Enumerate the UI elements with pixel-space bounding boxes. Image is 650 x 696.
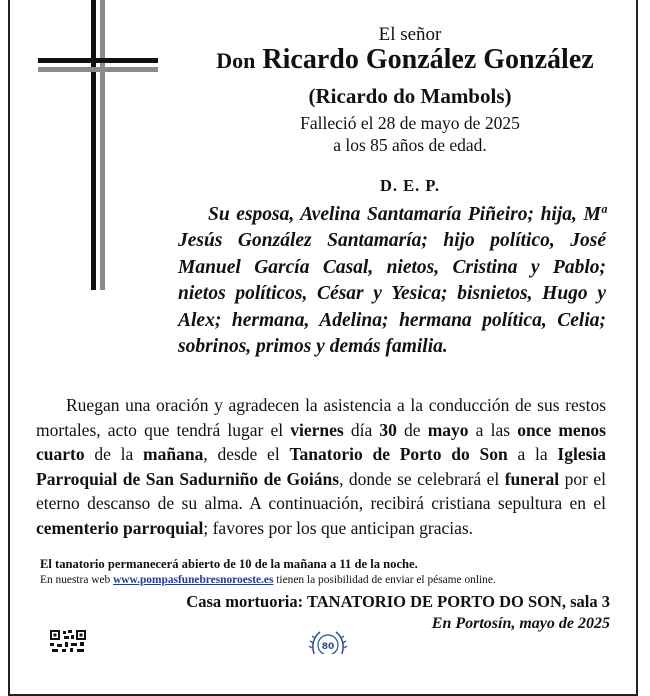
rip-text: D. E. P.: [379, 176, 441, 195]
text-span: , donde se celebrará el: [339, 468, 505, 489]
time: once menos cuarto: [36, 419, 606, 465]
ceremony: funeral: [504, 468, 560, 489]
text-span: a las: [468, 419, 518, 440]
family-list: Su esposa, Avelina Santamaría Piñeiro; hija, Mª Jesús González Santamaría; hijo político, José Manuel García Casal, nietos, Cristina y Pablo; nietos políticos, César y Yesica; bisnietos, Hugo y Alex; hermana, Adelina; hermana política, Celia; sobrinos, primos y demás familia.: [178, 204, 606, 358]
date-number: 30: [379, 419, 397, 440]
period: mañana: [143, 444, 204, 465]
place-date: En Portosín, mayo de 2025: [431, 615, 610, 632]
day: viernes: [290, 419, 344, 440]
anniversary-badge-icon: [300, 628, 356, 654]
death-info: [180, 112, 640, 156]
death-date: Falleció el 28 de mayo de 2025: [300, 113, 520, 133]
badge-number: 80: [321, 642, 335, 652]
text-span: , desde el: [203, 444, 290, 465]
web-suffix: tienen la posibilidad de enviar el pésame online.: [273, 574, 496, 586]
name-text: Ricardo González González: [262, 44, 594, 75]
mortuary-line: Casa mortuoria: TANATORIO DE PORTO DO SON, sala 3: [186, 592, 610, 611]
church: Iglesia Parroquial de San Sadurniño de Goiáns: [36, 444, 607, 489]
web-note: [40, 574, 620, 586]
qr-code-icon[interactable]: [50, 630, 86, 652]
cross-icon: [38, 0, 168, 290]
age-line: a los 85 años de edad.: [333, 135, 487, 155]
text-span: a la: [507, 444, 558, 465]
text-span: de: [396, 419, 428, 440]
honorific: El señor: [378, 24, 442, 45]
opening-hours: El tanatorio permanecerá abierto de 10 de la mañana a 11 de la noche.: [40, 557, 418, 571]
text-span: Ruegan una oración y agradecen la asistencia a la conducción de sus restos mortales, acto que tendrá lugar el: [36, 395, 606, 440]
from-place: Tanatorio de Porto do Son: [289, 444, 508, 465]
text-span: ; favores por los que anticipan gracias.: [203, 517, 474, 538]
text-span: de la: [84, 444, 144, 465]
month: mayo: [427, 419, 469, 440]
name-prefix: Don: [216, 48, 256, 73]
website-link[interactable]: www.pompasfunebresnoroeste.es: [113, 574, 274, 586]
deceased-alias: (Ricardo do Mambols): [308, 84, 512, 108]
text-span: por el eterno descanso de su alma. A continuación, recibirá cristiana sepultura en el: [36, 468, 606, 514]
text-span: día: [343, 419, 380, 440]
web-prefix: En nuestra web: [40, 574, 114, 586]
deceased-name: [170, 44, 640, 76]
cemetery: cementerio parroquial: [36, 517, 204, 538]
announcement-text: [36, 393, 606, 541]
